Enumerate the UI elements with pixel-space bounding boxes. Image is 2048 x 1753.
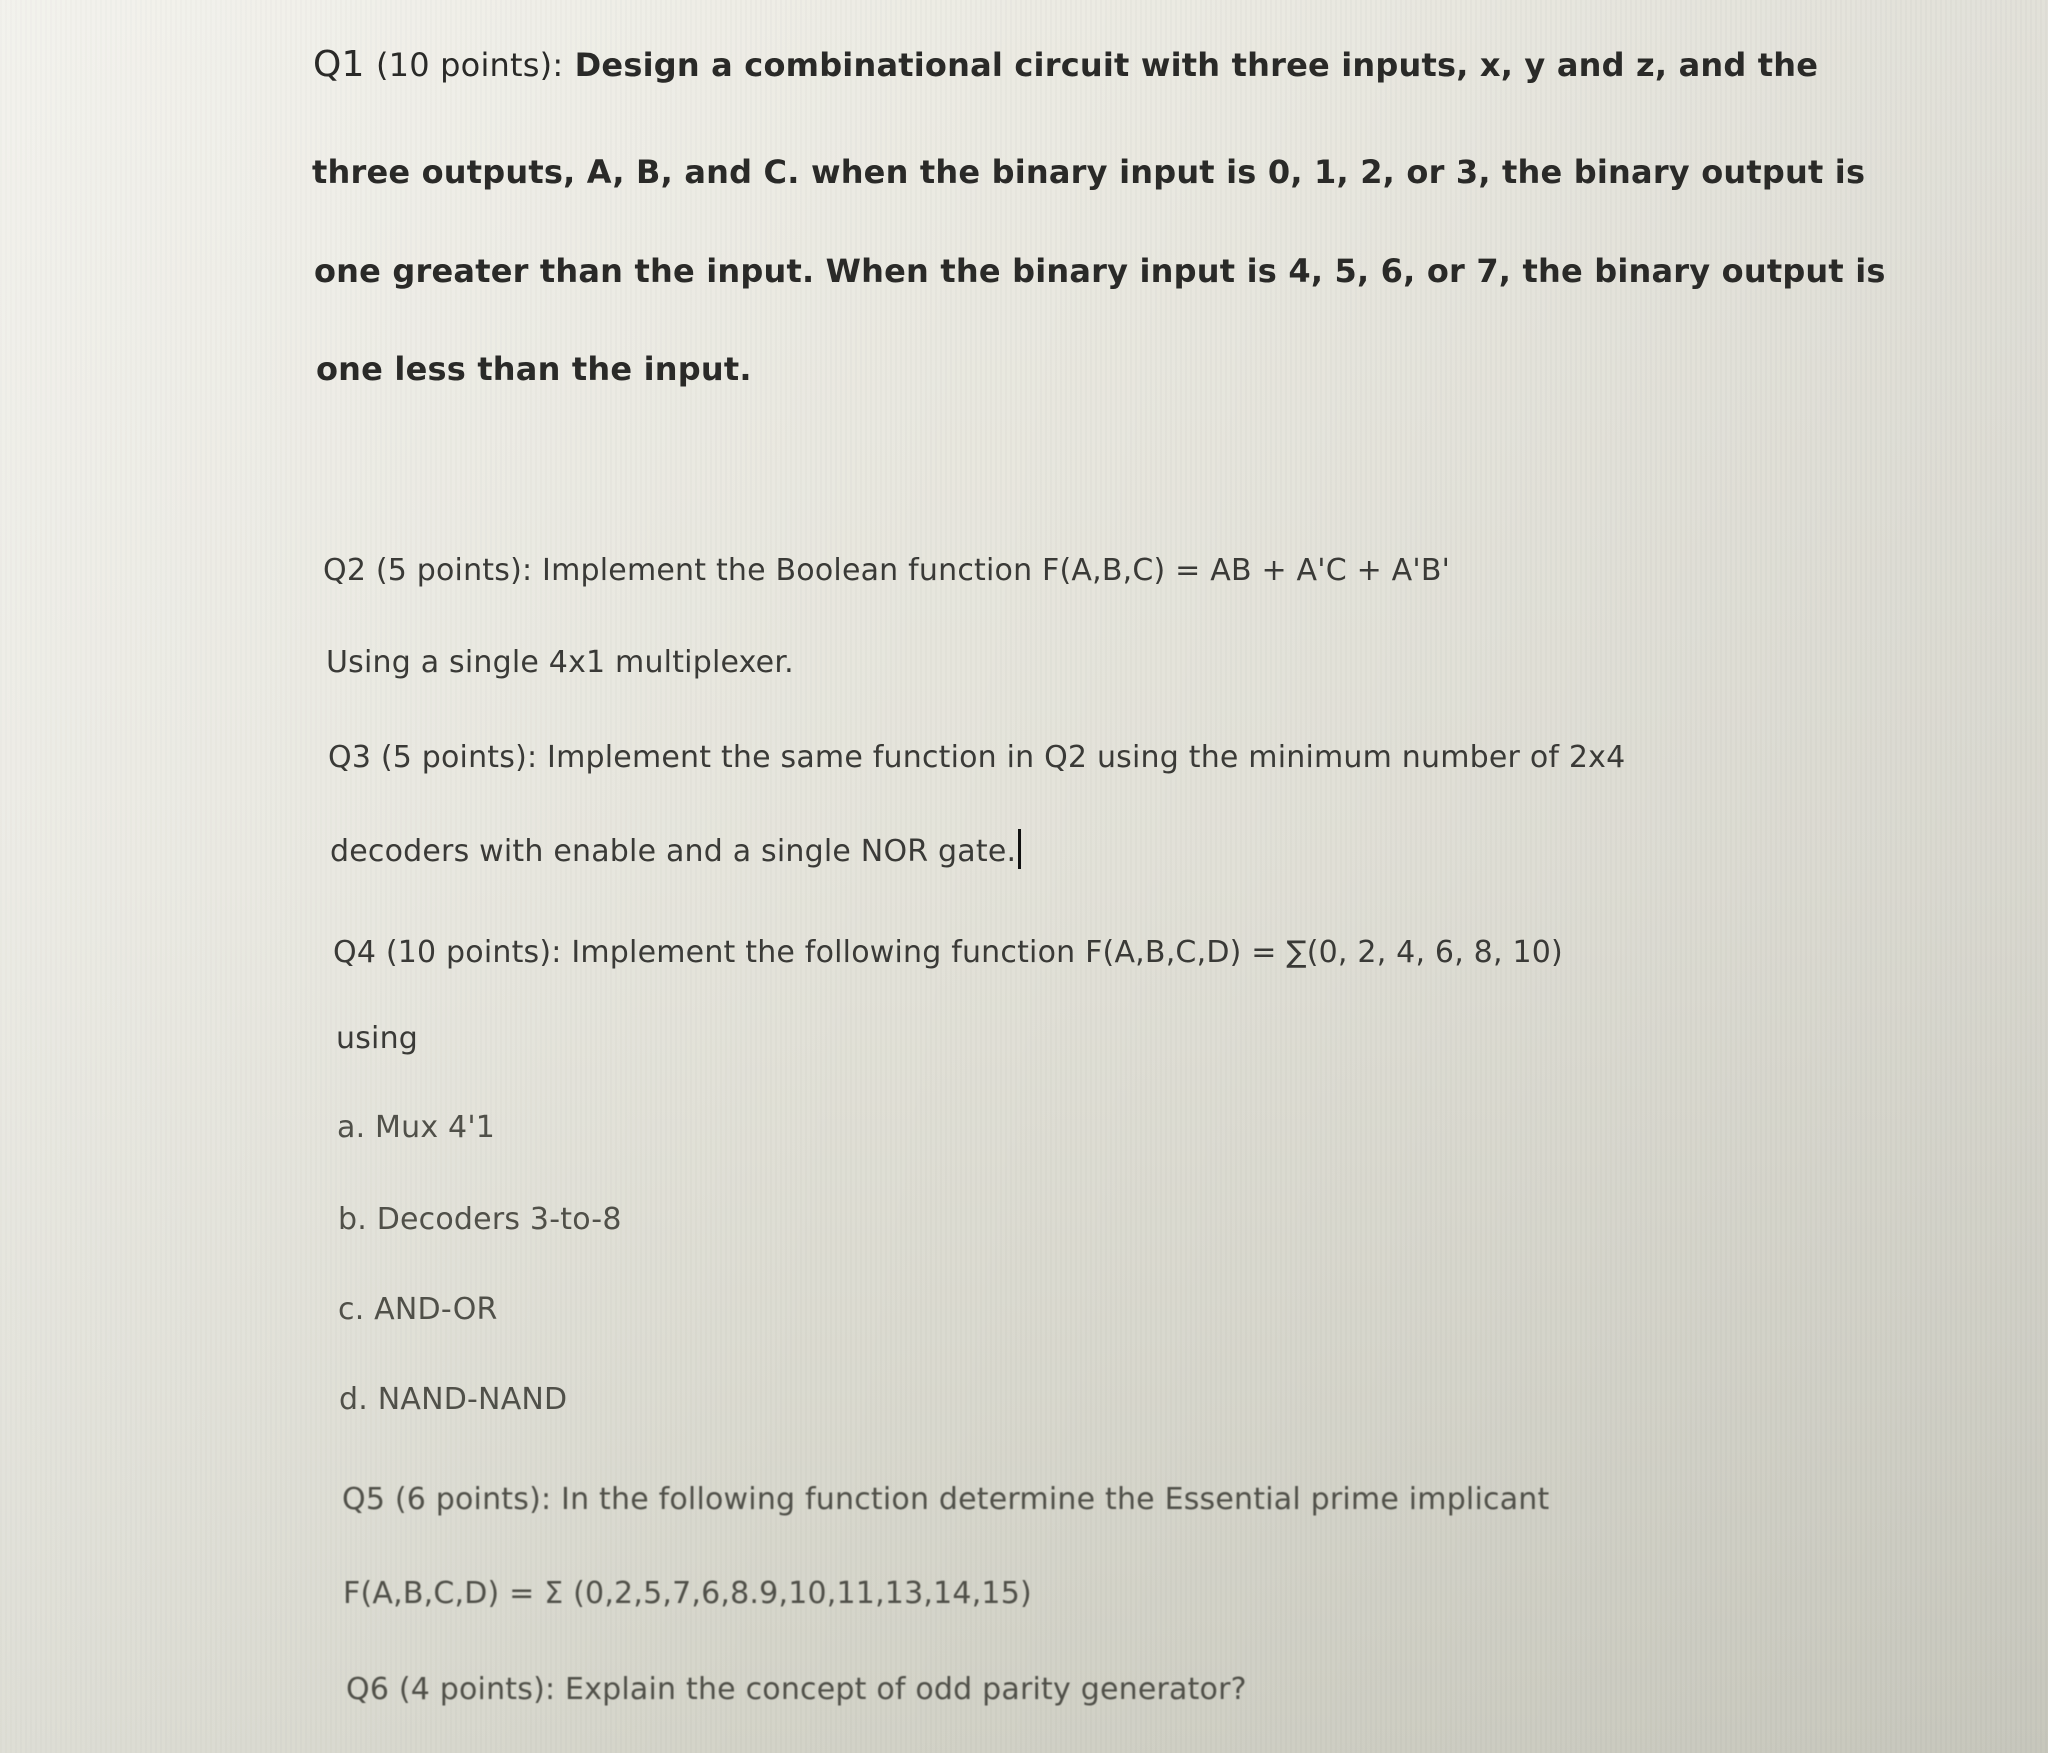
q1-line-3: one greater than the input. When the binary input is 4, 5, 6, or 7, the binary output is <box>314 252 1886 290</box>
q5-line-2: F(A,B,C,D) = Σ (0,2,5,7,6,8.9,10,11,13,14,15) <box>343 1576 1032 1611</box>
q4-option-a: a. Mux 4'1 <box>337 1110 496 1145</box>
q3-line-1: Q3 (5 points): Implement the same function in Q2 using the minimum number of 2x4 <box>328 740 1626 775</box>
q1-line-4: one less than the input. <box>316 350 752 388</box>
q4-line-1: Q4 (10 points): Implement the following function F(A,B,C,D) = ∑(0, 2, 4, 6, 8, 10) <box>333 935 1563 970</box>
q4-line-2: using <box>336 1021 419 1056</box>
q4-option-c: c. AND-OR <box>338 1292 498 1327</box>
q1-line-1-text: Design a combinational circuit with three inputs, x, y and z, and the <box>574 46 1819 84</box>
q1-line-1 <box>313 44 1818 85</box>
q1-label: Q1 <box>313 44 365 85</box>
q3-line-2 <box>330 829 1021 869</box>
q4-option-b: b. Decoders 3-to-8 <box>338 1202 622 1237</box>
text-cursor <box>1018 829 1021 869</box>
q2-line-2: Using a single 4x1 multiplexer. <box>326 645 794 680</box>
q4-option-d: d. NAND-NAND <box>339 1382 568 1417</box>
q3-line-2-text: decoders with enable and a single NOR gate. <box>330 834 1017 869</box>
q6-line-1: Q6 (4 points): Explain the concept of odd parity generator? <box>346 1672 1247 1707</box>
q1-points: (10 points): <box>375 46 564 84</box>
q1-line-2: three outputs, A, B, and C. when the binary input is 0, 1, 2, or 3, the binary output is <box>312 153 1866 191</box>
q2-line-1: Q2 (5 points): Implement the Boolean function F(A,B,C) = AB + A'C + A'B' <box>323 553 1451 588</box>
q5-line-1: Q5 (6 points): In the following function determine the Essential prime implicant <box>342 1482 1550 1517</box>
